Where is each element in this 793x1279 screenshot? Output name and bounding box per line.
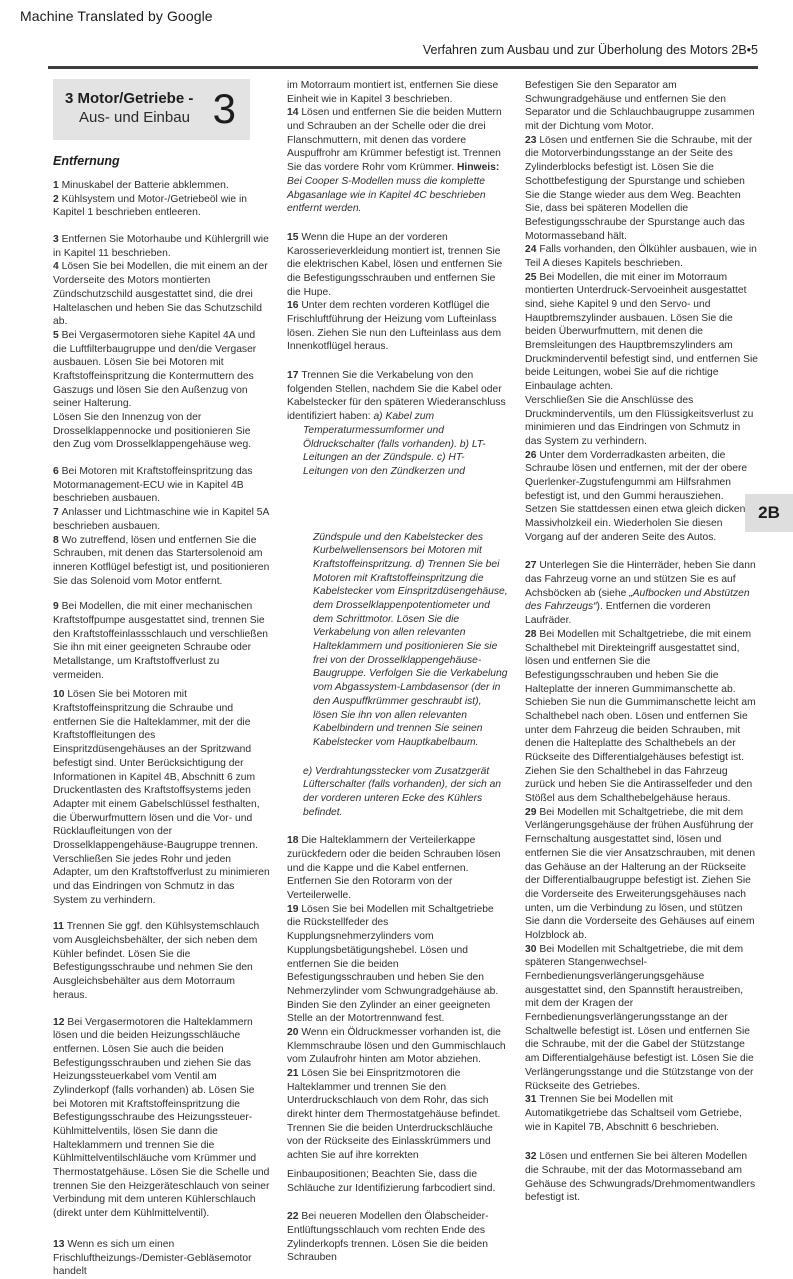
paragraph: 2 Kühlsystem und Motor-/Getriebeöl wie in Kapitel 1 beschrieben entleeren. bbox=[53, 193, 248, 219]
paragraph: 20 Wenn ein Öldruckmesser vorhanden ist, die Klemmschraube lösen und den Gummischlauch vom Zulaufrohr hinten am Motor abziehen. bbox=[287, 1026, 506, 1066]
paragraph: Lösen Sie den Innenzug von der Drosselklappennocke und positionieren Sie den Zug vom Drosselklappengehäuse weg. bbox=[53, 412, 252, 451]
paragraph: Verschließen Sie jedes Rohr und jeden Adapter, um den Kraftstoffverlust zu minimieren und das Eindringen von Schmutz in das System zu verhindern. bbox=[53, 853, 270, 906]
paragraph: 24 Falls vorhanden, den Ölkühler ausbauen, wie in Teil A dieses Kapitels beschrieben. bbox=[525, 244, 757, 269]
paragraph: 6 Bei Motoren mit Kraftstoffeinspritzung das Motormanagement-ECU wie in Kapitel 4B beschrieben ausbauen. bbox=[53, 466, 253, 505]
paragraph: 21 Lösen Sie bei Einspritzmotoren die Halteklammer und trennen Sie den Unterdruckschlauch von dem Rohr, das sich direkt hinter dem Thermostatgehäuse befindet. Trennen Sie die beiden Unterdruckschläuche von der Rückseite des Einlasskrümmers und achten Sie auf ihre korrekten bbox=[287, 1068, 501, 1162]
column-1-text bbox=[53, 179, 270, 1279]
paragraph: Verschließen Sie die Anschlüsse des Druckminderventils, um den Flüssigkeitsverlust zu minimieren und das Eindringen von Schmutz in das System zu verhindern. bbox=[525, 394, 754, 447]
chapter-title-line2: Aus- und Einbau bbox=[79, 109, 190, 126]
paragraph: im Motorraum montiert ist, entfernen Sie diese Einheit wie in Kapitel 3 beschrieben. bbox=[287, 80, 499, 105]
paragraph: 1 Minuskabel der Batterie abklemmen. bbox=[53, 180, 229, 191]
chapter-number: 3 bbox=[212, 85, 236, 132]
section-heading-entfernung: Entfernung bbox=[53, 154, 120, 168]
paragraph: 29 Bei Modellen mit Schaltgetriebe, die mit dem Verlängerungsgehäuse der frühen Ausführung der Fernschaltung ausgestattet sind, lösen und entfernen Sie die vier Ansatzschrauben, mit denen das Gehäuse an der Halterung an der Rückseite der Differentialbaugruppe befestigt ist. Ziehen Sie die Vorderseite des Erweiterungsgehäuses nach unten, um die Verbindung zu lösen, und stützen Sie dann die Vorderseite des Gehäuses auf einem Holzblock ab. bbox=[525, 806, 756, 941]
paragraph: 4 Lösen Sie bei Modellen, die mit einem an der Vorderseite des Motors montierten Zündschutzschild ausgestattet sind, die drei Haltelaschen und heben Sie das Schutzschild ab. bbox=[53, 261, 268, 328]
paragraph: e) Verdrahtungsstecker vom Zusatzgerät Lüfterschalter (falls vorhanden), der sich an der vorderen unteren Ecke des Kühlers befindet. bbox=[303, 765, 502, 818]
paragraph: 17 Trennen Sie die Verkabelung von den folgenden Stellen, nachdem Sie die Kabel oder Kabelstecker für den späteren Wiederanschluss identifiziert haben: a) Kabel zum bbox=[287, 370, 506, 423]
paragraph: 32 Lösen und entfernen Sie bei älteren Modellen die Schraube, mit der das Motormasseband am Gehäuse des Schwungrads/Drehmomentwandlers befestigt ist. bbox=[525, 1151, 756, 1204]
paragraph: 14 Lösen und entfernen Sie die beiden Muttern und Schrauben an der Schelle oder die drei Flanschmuttern, mit denen das vordere Auspuffrohr am Krümmer befestigt ist. Trennen Sie das vordere Rohr vom Krümmer. Hinweis: Bei Cooper S-Modellen muss die komplette Abgasanlage wie in Kapitel 4C beschrieben entfernt werden. bbox=[287, 107, 502, 215]
paragraph: 16 Unter dem rechten vorderen Kotflügel die Frischluftführung der Heizung vom Lufteinlass lösen. Ziehen Sie nun den Lufteinlass aus dem Innenkotflügel heraus. bbox=[287, 300, 502, 353]
translator-note: Machine Translated by Google bbox=[20, 8, 213, 24]
chapter-title-line1: 3 Motor/Getriebe - bbox=[65, 90, 194, 108]
paragraph: 22 Bei neueren Modellen den Ölabscheider-Entlüftungsschlauch vom rechten Ende des Zylinderkopfs trennen. Lösen Sie die beiden Schrauben bbox=[287, 1211, 489, 1264]
paragraph: 18 Die Halteklammern der Verteilerkappe zurückfedern oder die beiden Schrauben lösen und die Kappe und die Kabel entfernen. Entfernen Sie den Rotorarm von der Verteilerwelle. bbox=[287, 835, 501, 902]
paragraph: 12 Bei Vergasermotoren die Halteklammern lösen und die beiden Heizungsschläuche entfernen. Lösen Sie auch die beiden Befestigungsschrauben und ziehen Sie das Heizungssteuerkabel vom Ventil am Zylinderkopf (falls vorhanden) ab. Lösen Sie bei Motoren mit Kraftstoffeinspritzung die Befestigungsschraube des Heizungssteuer-Kühlmittelventils, lösen Sie dann die Halteklammern und trennen Sie die Kühlmittelventilschläuche vom Krümmer und Thermostatgehäuse. Lösen Sie die Schelle und trennen Sie den Heizgeräteschlauch von seiner Verbindung mit dem unteren Kühlerschlauch (direkt unter dem Kühlmittelventil). bbox=[53, 1016, 270, 1220]
paragraph: Temperaturmessumformer und Öldruckschalter (falls vorhanden). b) LT-Leitungen an der Zündspule. c) HT-Leitungen von den Zündkerzen und bbox=[303, 424, 486, 477]
paragraph: 5 Bei Vergasermotoren siehe Kapitel 4A und die Luftfilterbaugruppe und den/die Vergaser ausbauen. Lösen Sie bei Motoren mit Kraftstoffeinspritzung die Kontermuttern des Gaszugs und lösen Sie den Außenzug von seiner Halterung. bbox=[53, 329, 257, 410]
paragraph: 19 Lösen Sie bei Modellen mit Schaltgetriebe die Rückstellfeder des Kupplungsnehmerzylinders vom Kupplungsbetätigungshebel. Lösen und entfernen Sie die beiden Befestigungsschrauben und heben Sie den Nehmerzylinder vom Schwungradgehäuse ab. Binden Sie den Zylinder an einer geeigneten Stelle an der Motortrennwand fest. bbox=[287, 903, 499, 1025]
chapter-title-box bbox=[53, 79, 250, 140]
running-header: Verfahren zum Ausbau und zur Überholung des Motors 2B•5 bbox=[422, 43, 758, 57]
paragraph: 3 Entfernen Sie Motorhaube und Kühlergrill wie in Kapitel 11 beschrieben. bbox=[53, 234, 269, 259]
paragraph: Einbaupositionen; Beachten Sie, dass die Schläuche zur Identifizierung farbcodiert sind. bbox=[287, 1168, 496, 1194]
paragraph: Zündspule und den Kabelstecker des Kurbelwellensensors bei Motoren mit Kraftstoffeinspritzung. d) Trennen Sie bei Motoren mit Kraftstoffeinspritzung die Kabelstecker vom Einspritzdüsengehäuse, dem Drosselklappenpotentiometer und dem Schrittmotor. Lösen Sie die Verkabelung von allen relevanten Halteklammern und positionieren Sie sie frei von der Drosselklappengehäuse-Baugruppe. Verfolgen Sie die Verkabelung vom Abgassystem-Lambdasensor (der in den Auspuffkrümmer geschraubt ist), lösen Sie ihn von allen relevanten Kabelbindern und trennen Sie seinen Kabelstecker vom Hauptkabelbaum. bbox=[313, 531, 508, 748]
column-3 bbox=[525, 79, 758, 1279]
paragraph: 28 Bei Modellen mit Schaltgetriebe, die mit einem Schalthebel mit Direkteingriff ausgestattet sind, lösen und entfernen Sie die Befestigungsschrauben und heben Sie die Halteplatte der inneren Gummimanschette ab. Schieben Sie nun die Gummimanschette leicht am Schalthebel nach oben. Lösen und entfernen Sie unter dem Fahrzeug die beiden Schrauben, mit denen die Halteplatte des Schalthebels an der Rückseite des Differentialgehäuses befestigt ist. Ziehen Sie den Schalthebel in das Fahrzeug zurück und heben Sie die Antirasselfeder und den Stößel aus dem Schalthebelgehäuse heraus. bbox=[525, 628, 756, 805]
paragraph: 26 Unter dem Vorderradkasten arbeiten, die Schraube lösen und entfernen, mit der der obere Querlenker-Zugstufengummi am Hilfsrahmen befestigt ist, und den Gummi herausziehen. Setzen Sie stattdessen einen etwa gleich dicken Massivholzkeil ein. Wiederholen Sie diesen Vorgang auf der anderen Seite des Autos. bbox=[525, 449, 748, 543]
paragraph: 11 Trennen Sie ggf. den Kühlsystemschlauch vom Ausgleichsbehälter, der sich neben dem Kühler befindet. Lösen Sie die Befestigungsschraube und nehmen Sie den Ausgleichsbehälter aus dem Motorraum heraus. bbox=[53, 921, 260, 1001]
column-2 bbox=[287, 79, 508, 1279]
paragraph: 27 Unterlegen Sie die Hinterräder, heben Sie dann das Fahrzeug vorne an und stützen Sie es auf Achsböcken ab (siehe „Aufbocken und Abstützen des Fahrzeugs“). Entfernen die vorderen Laufräder. bbox=[525, 560, 756, 627]
column-1 bbox=[53, 79, 270, 1279]
chapter-title bbox=[65, 90, 193, 128]
paragraph: Befestigen Sie den Separator am Schwungradgehäuse und entfernen Sie den Separator und die Schlauchbaugruppe zusammen mit der Dichtung vom Motor. bbox=[525, 80, 755, 133]
page-content bbox=[53, 79, 758, 1279]
paragraph: 25 Bei Modellen, die mit einer im Motorraum montierten Unterdruck-Servoeinheit ausgestattet sind, siehe Kapitel 9 und den Servo- und Hauptbremszylinder ausbauen. Lösen Sie die beiden Überwurfmuttern, mit denen die Bremsleitungen des Hauptbremszylinders am Druckminderventil befestigt sind, und entfernen Sie beide Leitungen, wobei Sie auf die richtige Einbaulage achten. bbox=[525, 271, 758, 393]
paragraph: 31 Trennen Sie bei Modellen mit Automatikgetriebe das Schaltseil vom Getriebe, wie in Kapitel 7B, Abschnitt 6 beschrieben. bbox=[525, 1094, 742, 1133]
column-3-text bbox=[525, 79, 758, 1205]
paragraph: 9 Bei Modellen, die mit einer mechanischen Kraftstoffpumpe ausgestattet sind, trennen Sie den Kraftstoffeinlassschlauch und verschließen Sie ihn mit einer geeigneten Schraube oder Metallstange, um Kraftstoffverlust zu vermeiden. bbox=[53, 601, 269, 681]
paragraph: 7 Anlasser und Lichtmaschine wie in Kapitel 5A beschrieben ausbauen. bbox=[53, 507, 269, 532]
header-divider-rule bbox=[48, 66, 758, 69]
paragraph: 13 Wenn es sich um einen Frischluftheizungs-/Demister-Gebläsemotor handelt bbox=[53, 1238, 252, 1278]
column-2-text bbox=[287, 79, 508, 1265]
paragraph: 8 Wo zutreffend, lösen und entfernen Sie die Schrauben, mit denen das Startersolenoid am inneren Kotflügel befestigt ist, und positionieren Sie das Solenoid vom Motor entfernt. bbox=[53, 534, 270, 587]
section-tab-2b: 2B bbox=[745, 494, 793, 532]
paragraph: 23 Lösen und entfernen Sie die Schraube, mit der die Motorverbindungsstange an der Seite des Zylinderblocks befestigt ist. Lösen Sie die Schottbefestigung der Spurstange und schieben Sie die Stange wieder aus dem Weg. Beachten Sie, dass bei späteren Modellen die Befestigungsschraube der Spurstange auch das Motormasseband hält. bbox=[525, 134, 753, 242]
paragraph: 30 Bei Modellen mit Schaltgetriebe, die mit dem späteren Stangenwechsel-Fernbedienungsverlängerungsgehäuse ausgestattet sind, den Spannstift heraustreiben, mit dem der Kragen der Fernbedienungsverlängerungsstange an der Schaltwelle befestigt ist. Lösen und entfernen Sie die Schraube, mit der die Gabel der Stützstange am Differentialgehäuse befestigt ist. Lösen Sie die Verlängerungsstange und die Stützstange von der Rückseite des Getriebes. bbox=[525, 943, 754, 1092]
paragraph: 10 Lösen Sie bei Motoren mit Kraftstoffeinspritzung die Schraube und entfernen Sie die Halteklammer, mit der die Kraftstoffleitungen des Einspritzdüsengehäuses an der Spritzwand befestigt sind. Unter Berücksichtigung der Informationen in Kapitel 4B, Abschnitt 6 zum Druckentlasten des Kraftstoffsystems jeden Adapter mit einem Gabelschlüssel festhalten, die Überwurfmuttern lösen und die Vor- und Rücklaufleitungen von der Drosselklappengehäuse-Baugruppe trennen. bbox=[53, 689, 260, 851]
paragraph: 15 Wenn die Hupe an der vorderen Karosserieverkleidung montiert ist, trennen Sie die elektrischen Kabel, lösen und entfernen Sie die Befestigungsschrauben und entfernen Sie die Hupe. bbox=[287, 231, 503, 298]
